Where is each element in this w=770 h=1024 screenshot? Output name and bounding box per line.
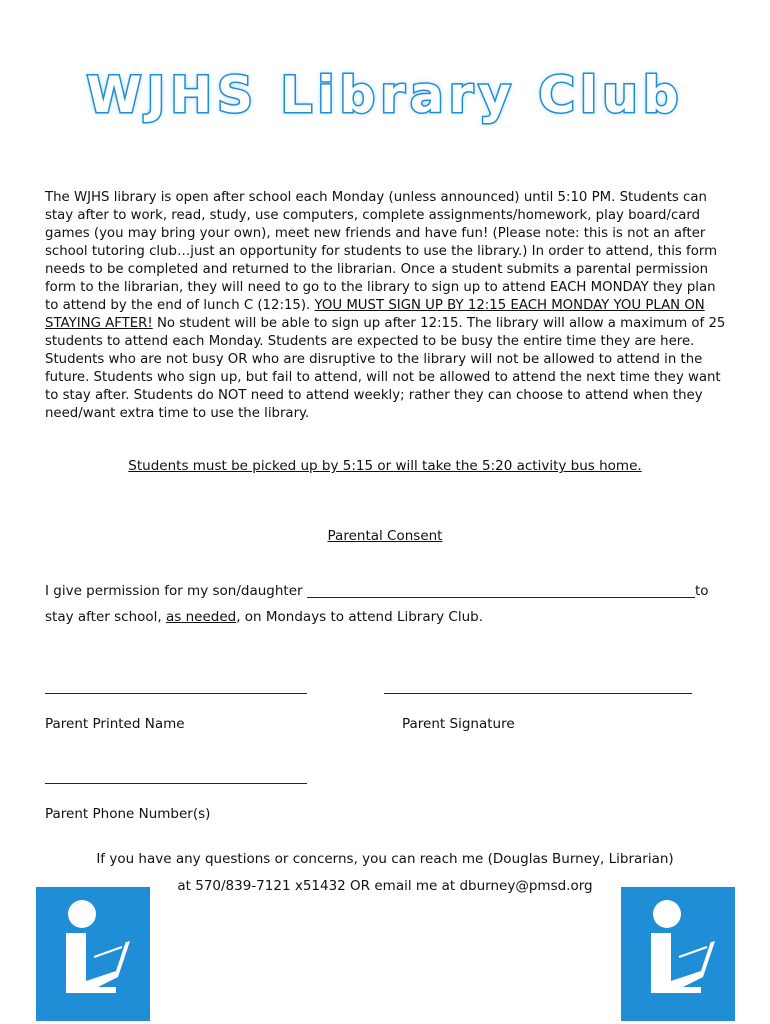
phone-number-field[interactable] bbox=[45, 783, 307, 784]
intro-text-part2: No student will be able to sign up after 12:15. The library will allow a maximum of 25 students to attend each Monday. Students are expected to be busy the entire time they are here. Students who are not busy OR who are disruptive to the library will not be allowed to attend in the future. Students who sign up, but fail to attend, will not be allowed to attend the next time they want to stay after. Students do NOT need to attend weekly; rather they can choose to attend when they need/want extra time to use the library. bbox=[45, 316, 726, 421]
pickup-notice-text: Students must be picked up by 5:15 or will take the 5:20 activity bus home. bbox=[128, 458, 642, 474]
printed-name-label: Parent Printed Name bbox=[45, 716, 185, 732]
permission-line2-suffix: , on Mondays to attend Library Club. bbox=[236, 609, 484, 625]
permission-suffix: to bbox=[695, 583, 709, 599]
permission-line2-prefix: stay after school, bbox=[45, 609, 166, 625]
consent-heading-text: Parental Consent bbox=[327, 528, 443, 544]
permission-line bbox=[45, 583, 303, 599]
library-reader-icon bbox=[621, 887, 735, 1021]
page-title: WJHS Library Club bbox=[86, 66, 684, 124]
permission-line-2 bbox=[45, 609, 483, 625]
library-reader-icon bbox=[36, 887, 150, 1021]
as-needed-text: as needed bbox=[165, 609, 237, 625]
phone-label: Parent Phone Number(s) bbox=[45, 806, 211, 822]
printed-name-field[interactable] bbox=[45, 693, 307, 694]
pickup-notice bbox=[0, 458, 770, 474]
signature-label: Parent Signature bbox=[402, 716, 515, 732]
intro-text-part1: The WJHS library is open after school each Monday (unless announced) until 5:10 PM. Students can stay after to work, read, study, use computers, complete assignments/homework, play board/card games (you may bring your own), meet new friends and have fun! (Please note: this is not an after school tutoring club…just an opportunity for students to use the library.) In order to attend, this form needs to be completed and returned to the librarian. Once a student submits a parental permission form to the librarian, they will need to go to the library to sign up to attend EACH MONDAY they plan to attend by the end of lunch C (12:15). bbox=[45, 190, 718, 313]
contact-line-2: at 570/839-7121 x51432 OR email me at dburney@pmsd.org bbox=[177, 878, 593, 894]
intro-paragraph bbox=[45, 189, 728, 423]
permission-prefix: I give permission for my son/daughter bbox=[45, 583, 303, 599]
signature-field[interactable] bbox=[384, 693, 692, 694]
intro-signup-warning: YOU MUST SIGN UP BY 12:15 EACH MONDAY YOU PLAN ON STAYING AFTER! bbox=[45, 298, 705, 331]
child-name-field[interactable] bbox=[307, 597, 695, 598]
consent-heading bbox=[0, 528, 770, 544]
contact-line-1: If you have any questions or concerns, you can reach me (Douglas Burney, Librarian) bbox=[96, 851, 674, 867]
